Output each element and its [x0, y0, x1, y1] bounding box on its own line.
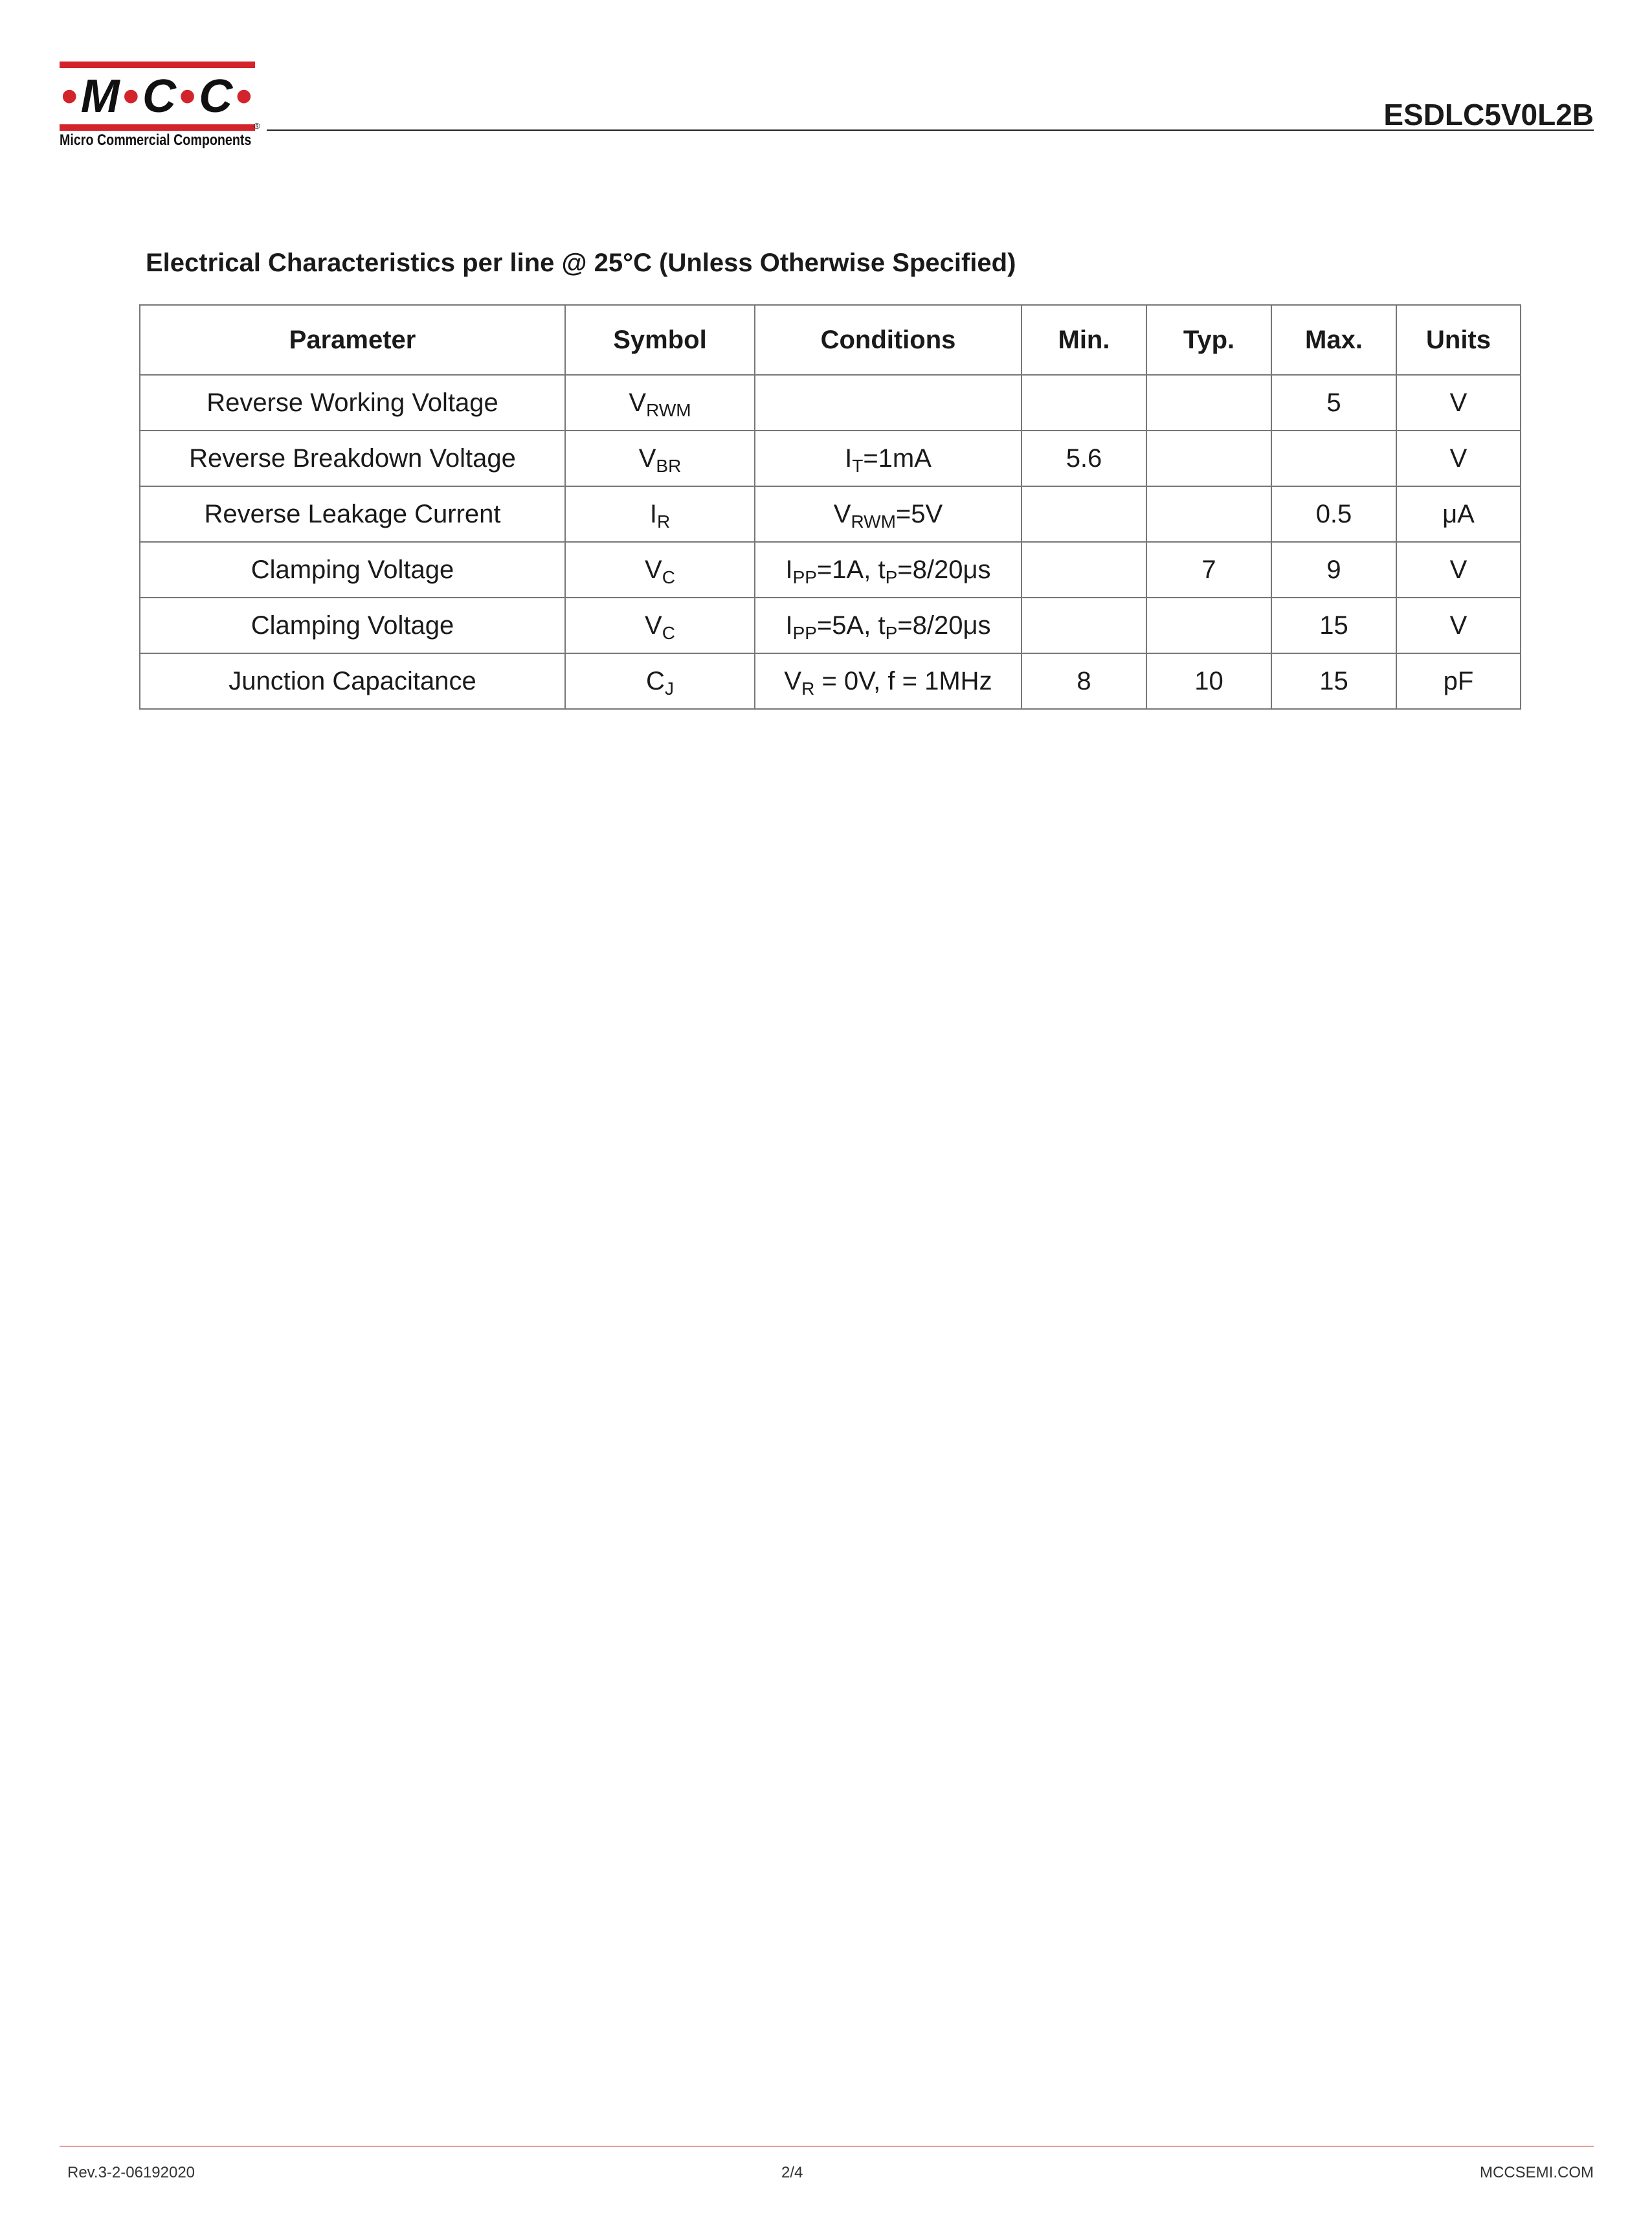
symbol-base: V [629, 388, 647, 417]
condition-subscript: RWM [851, 511, 896, 532]
condition-text: =5V [895, 499, 943, 528]
cell-parameter: Reverse Breakdown Voltage [140, 431, 565, 486]
condition-subscript: T [852, 455, 864, 476]
logo-top-bar [60, 62, 255, 68]
logo-bottom-bar [60, 124, 255, 131]
cell-typ: 10 [1146, 653, 1271, 709]
cell-typ [1146, 486, 1271, 542]
cell-symbol [565, 486, 755, 542]
cell-min [1021, 542, 1146, 598]
footer-website: MCCSEMI.COM [1480, 2164, 1594, 2181]
table-header-row [140, 305, 1521, 375]
condition-subscript: P [885, 622, 898, 643]
header-min: Min. [1021, 305, 1146, 375]
condition-text: =1mA [863, 444, 932, 473]
cell-typ: 7 [1146, 542, 1271, 598]
cell-max: 0.5 [1271, 486, 1396, 542]
cell-max: 5 [1271, 375, 1396, 431]
section-title: Electrical Characteristics per line @ 25°C (Unless Otherwise Specified) [146, 249, 1016, 277]
logo-registered-mark: ® [254, 121, 260, 131]
cell-typ [1146, 375, 1271, 431]
symbol-base: V [645, 611, 662, 640]
electrical-characteristics-table [139, 304, 1521, 710]
cell-max [1271, 431, 1396, 486]
part-number: ESDLC5V0L2B [1383, 98, 1594, 131]
cell-symbol [565, 542, 755, 598]
header-conditions: Conditions [755, 305, 1021, 375]
table-row [140, 486, 1521, 542]
cell-parameter: Reverse Working Voltage [140, 375, 565, 431]
cell-symbol [565, 375, 755, 431]
cell-units: V [1396, 375, 1521, 431]
symbol-base: C [646, 666, 665, 695]
cell-min: 5.6 [1021, 431, 1146, 486]
condition-text: =1A, [816, 555, 878, 584]
cell-max: 15 [1271, 598, 1396, 653]
cell-min [1021, 375, 1146, 431]
symbol-subscript: C [662, 567, 675, 587]
cell-units: V [1396, 431, 1521, 486]
logo-tagline: Micro Commercial Components [60, 131, 252, 149]
cell-conditions [755, 542, 1021, 598]
condition-base: t [878, 611, 886, 640]
condition-subscript: P [885, 567, 898, 587]
cell-max: 15 [1271, 653, 1396, 709]
logo-mark: • M • C • C • [61, 70, 254, 122]
cell-min [1021, 486, 1146, 542]
condition-subscript: PP [792, 567, 817, 587]
table-body [140, 375, 1521, 709]
cell-max: 9 [1271, 542, 1396, 598]
footer-rule [60, 2146, 1594, 2147]
condition-base: I [785, 555, 793, 584]
header-typ: Typ. [1146, 305, 1271, 375]
symbol-base: V [645, 555, 662, 584]
symbol-subscript: BR [656, 455, 682, 476]
footer-page-number: 2/4 [781, 2164, 803, 2181]
condition-text: =8/20μs [897, 555, 991, 584]
cell-symbol [565, 598, 755, 653]
header-parameter: Parameter [140, 305, 565, 375]
condition-text: =8/20μs [897, 611, 991, 640]
cell-symbol [565, 653, 755, 709]
cell-parameter: Reverse Leakage Current [140, 486, 565, 542]
symbol-subscript: R [656, 511, 671, 532]
condition-base: V [784, 666, 802, 695]
cell-min [1021, 598, 1146, 653]
table-row [140, 375, 1521, 431]
cell-parameter: Clamping Voltage [140, 542, 565, 598]
condition-text: = 0V, f = 1MHz [814, 666, 992, 695]
condition-subscript: PP [792, 622, 817, 643]
cell-units: V [1396, 598, 1521, 653]
footer-revision: Rev.3-2-06192020 [67, 2164, 195, 2181]
condition-base: t [878, 555, 886, 584]
table-row [140, 653, 1521, 709]
cell-conditions [755, 653, 1021, 709]
cell-typ [1146, 598, 1271, 653]
cell-units: μA [1396, 486, 1521, 542]
condition-base: I [785, 611, 793, 640]
header-max: Max. [1271, 305, 1396, 375]
condition-text: =5A, [816, 611, 878, 640]
symbol-base: I [649, 499, 657, 528]
table-row [140, 431, 1521, 486]
symbol-base: V [638, 444, 656, 473]
cell-symbol [565, 431, 755, 486]
mcc-logo [60, 62, 260, 149]
condition-base: V [833, 499, 851, 528]
cell-parameter: Junction Capacitance [140, 653, 565, 709]
cell-min: 8 [1021, 653, 1146, 709]
header-units: Units [1396, 305, 1521, 375]
header-symbol: Symbol [565, 305, 755, 375]
symbol-subscript: J [664, 678, 674, 699]
cell-typ [1146, 431, 1271, 486]
cell-conditions [755, 598, 1021, 653]
cell-conditions [755, 375, 1021, 431]
cell-parameter: Clamping Voltage [140, 598, 565, 653]
condition-base: I [845, 444, 853, 473]
symbol-subscript: RWM [646, 399, 691, 420]
cell-units: pF [1396, 653, 1521, 709]
symbol-subscript: C [662, 622, 675, 643]
table-row [140, 542, 1521, 598]
table-row [140, 598, 1521, 653]
cell-conditions [755, 431, 1021, 486]
cell-units: V [1396, 542, 1521, 598]
condition-subscript: R [801, 678, 815, 699]
cell-conditions [755, 486, 1021, 542]
